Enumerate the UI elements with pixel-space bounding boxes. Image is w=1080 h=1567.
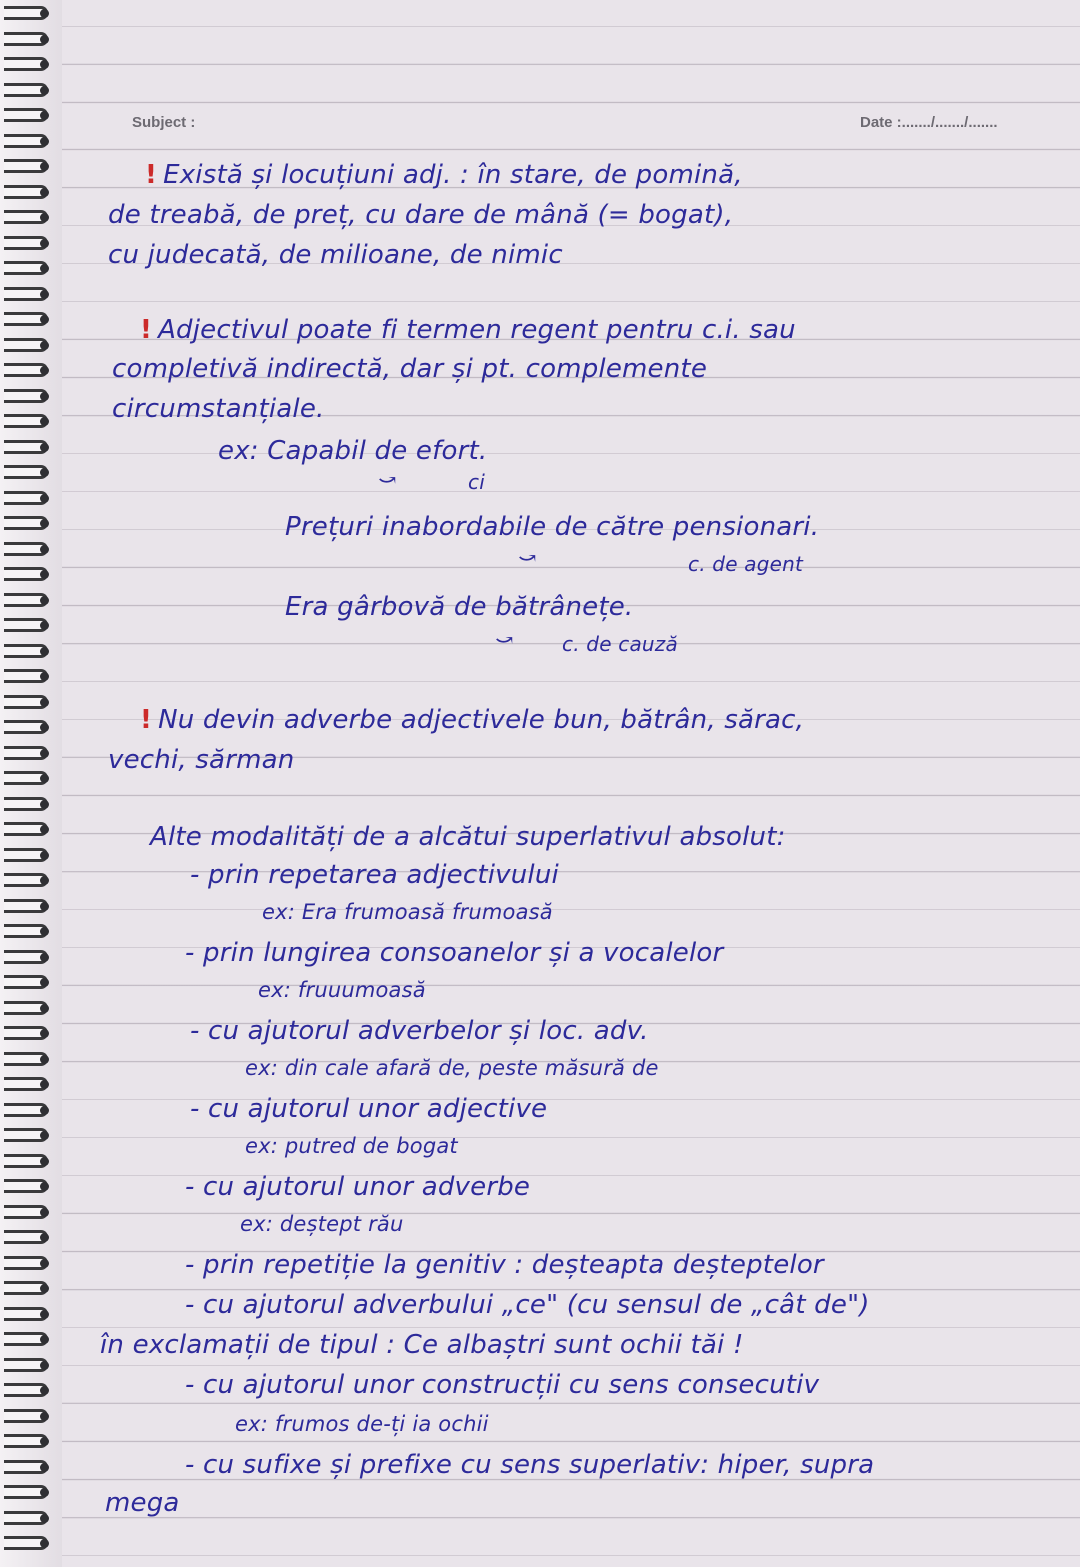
list-item: - cu ajutorul adverbelor și loc. adv. — [190, 1016, 649, 1046]
annotation: c. de agent — [688, 552, 804, 576]
example-line: ex: din cale afară de, peste măsură de — [245, 1056, 659, 1080]
binding-hole — [40, 825, 49, 834]
binding-hole — [40, 1412, 49, 1421]
binding-hole — [40, 1029, 49, 1038]
list-item: - prin repetiție la genitiv : deșteapta deșteptelor — [185, 1250, 824, 1280]
binding-hole — [40, 1310, 49, 1319]
binding-hole — [40, 774, 49, 783]
list-item: - prin lungirea consoanelor și a vocalelor — [185, 938, 724, 968]
annotation: ci — [468, 470, 485, 494]
binding-hole — [40, 1539, 49, 1548]
binding-hole — [40, 1055, 49, 1064]
binding-hole — [40, 672, 49, 681]
binding-hole — [40, 86, 49, 95]
binding-hole — [40, 315, 49, 324]
binding-hole — [40, 621, 49, 630]
note-line: de treabă, de preț, cu dare de mână (= bogat), — [108, 200, 734, 230]
note-line: completivă indirectă, dar și pt. complemente — [112, 354, 708, 384]
binding-hole — [40, 1233, 49, 1242]
exclamation-mark: ! — [145, 160, 158, 190]
binding-hole — [40, 60, 49, 69]
binding-hole — [40, 1284, 49, 1293]
binding-hole — [40, 1335, 49, 1344]
binding-hole — [40, 1514, 49, 1523]
binding-hole — [40, 111, 49, 120]
binding-hole — [40, 876, 49, 885]
binding-hole — [40, 851, 49, 860]
binding-hole — [40, 570, 49, 579]
binding-hole — [40, 1157, 49, 1166]
binding-hole — [40, 213, 49, 222]
binding-hole — [40, 723, 49, 732]
binding-hole — [40, 545, 49, 554]
list-item: - cu ajutorul unor construcții cu sens consecutiv — [185, 1370, 820, 1400]
list-item: - cu sufixe și prefixe cu sens superlativ: hiper, supra — [185, 1450, 875, 1480]
binding-hole — [40, 1361, 49, 1370]
note-text: Nu devin adverbe adjectivele bun, bătrân, sărac, — [158, 705, 805, 735]
exclamation-mark: ! — [140, 315, 153, 345]
binding-hole — [40, 1488, 49, 1497]
binding-hole — [40, 137, 49, 146]
exclamation-mark: ! — [140, 705, 153, 735]
example-line: Era gârbovă de bătrânețe. — [285, 592, 634, 622]
binding-hole — [40, 1386, 49, 1395]
list-item: - cu ajutorul adverbului „ce" (cu sensul de „cât de") — [185, 1290, 870, 1320]
binding-hole — [40, 978, 49, 987]
binding-hole — [40, 749, 49, 758]
section-title: Alte modalități de a alcătui superlativul absolut: — [150, 822, 786, 852]
list-item: - cu ajutorul unor adverbe — [185, 1172, 531, 1202]
binding-hole — [40, 264, 49, 273]
note-line — [140, 705, 1020, 735]
binding-hole — [40, 1182, 49, 1191]
example-line: ex: putred de bogat — [245, 1134, 458, 1158]
note-text: Există și locuțiuni adj. : în stare, de pomină, — [163, 160, 743, 190]
binding-hole — [40, 596, 49, 605]
note-line: vechi, sărman — [108, 745, 295, 775]
binding-hole — [40, 1463, 49, 1472]
binding-hole — [40, 1208, 49, 1217]
annotation: c. de cauză — [562, 632, 678, 656]
binding-hole — [40, 927, 49, 936]
binding-hole — [40, 468, 49, 477]
list-item-continuation: mega — [105, 1488, 180, 1518]
note-line — [145, 160, 1020, 190]
binding-hole — [40, 239, 49, 248]
binding-hole — [40, 1106, 49, 1115]
arrow-icon: ⤻ — [378, 468, 397, 493]
example-line: ex: Era frumoasă frumoasă — [262, 900, 553, 924]
binding-hole — [40, 800, 49, 809]
binding-hole — [40, 1131, 49, 1140]
list-item-continuation: în exclamații de tipul : Ce albaștri sunt ochii tăi ! — [100, 1330, 744, 1360]
binding-hole — [40, 494, 49, 503]
binding-hole — [40, 443, 49, 452]
example-line: ex: Capabil de efort. — [218, 436, 488, 466]
note-text: Adjectivul poate fi termen regent pentru c.i. sau — [158, 315, 796, 345]
subject-label: Subject : — [132, 114, 196, 131]
example-line: ex: deștept rău — [240, 1212, 404, 1236]
binding-hole — [40, 188, 49, 197]
binding-hole — [40, 392, 49, 401]
arrow-icon: ⤻ — [518, 546, 537, 571]
binding-hole — [40, 647, 49, 656]
binding-hole — [40, 1437, 49, 1446]
binding-hole — [40, 290, 49, 299]
binding-hole — [40, 417, 49, 426]
binding-hole — [40, 902, 49, 911]
binding-hole — [40, 1259, 49, 1268]
list-item: - cu ajutorul unor adjective — [190, 1094, 548, 1124]
date-label: Date :......./......./....... — [860, 114, 998, 131]
binding-hole — [40, 1004, 49, 1013]
binding-hole — [40, 698, 49, 707]
binding-hole — [40, 519, 49, 528]
arrow-icon: ⤻ — [495, 628, 514, 653]
note-line: cu judecată, de milioane, de nimic — [108, 240, 563, 270]
example-line: ex: fruuumoasă — [258, 978, 426, 1002]
binding-hole — [40, 341, 49, 350]
note-line — [140, 315, 1020, 345]
example-line: Prețuri inabordabile de către pensionari. — [285, 512, 820, 542]
binding-hole — [40, 953, 49, 962]
binding-hole — [40, 162, 49, 171]
example-line: ex: frumos de-ți ia ochii — [235, 1412, 489, 1436]
list-item: - prin repetarea adjectivului — [190, 860, 559, 890]
binding-hole — [40, 35, 49, 44]
binding-hole — [40, 1080, 49, 1089]
note-line: circumstanțiale. — [112, 394, 325, 424]
binding-hole — [40, 9, 49, 18]
binding-hole — [40, 366, 49, 375]
spiral-binding — [0, 0, 62, 1567]
